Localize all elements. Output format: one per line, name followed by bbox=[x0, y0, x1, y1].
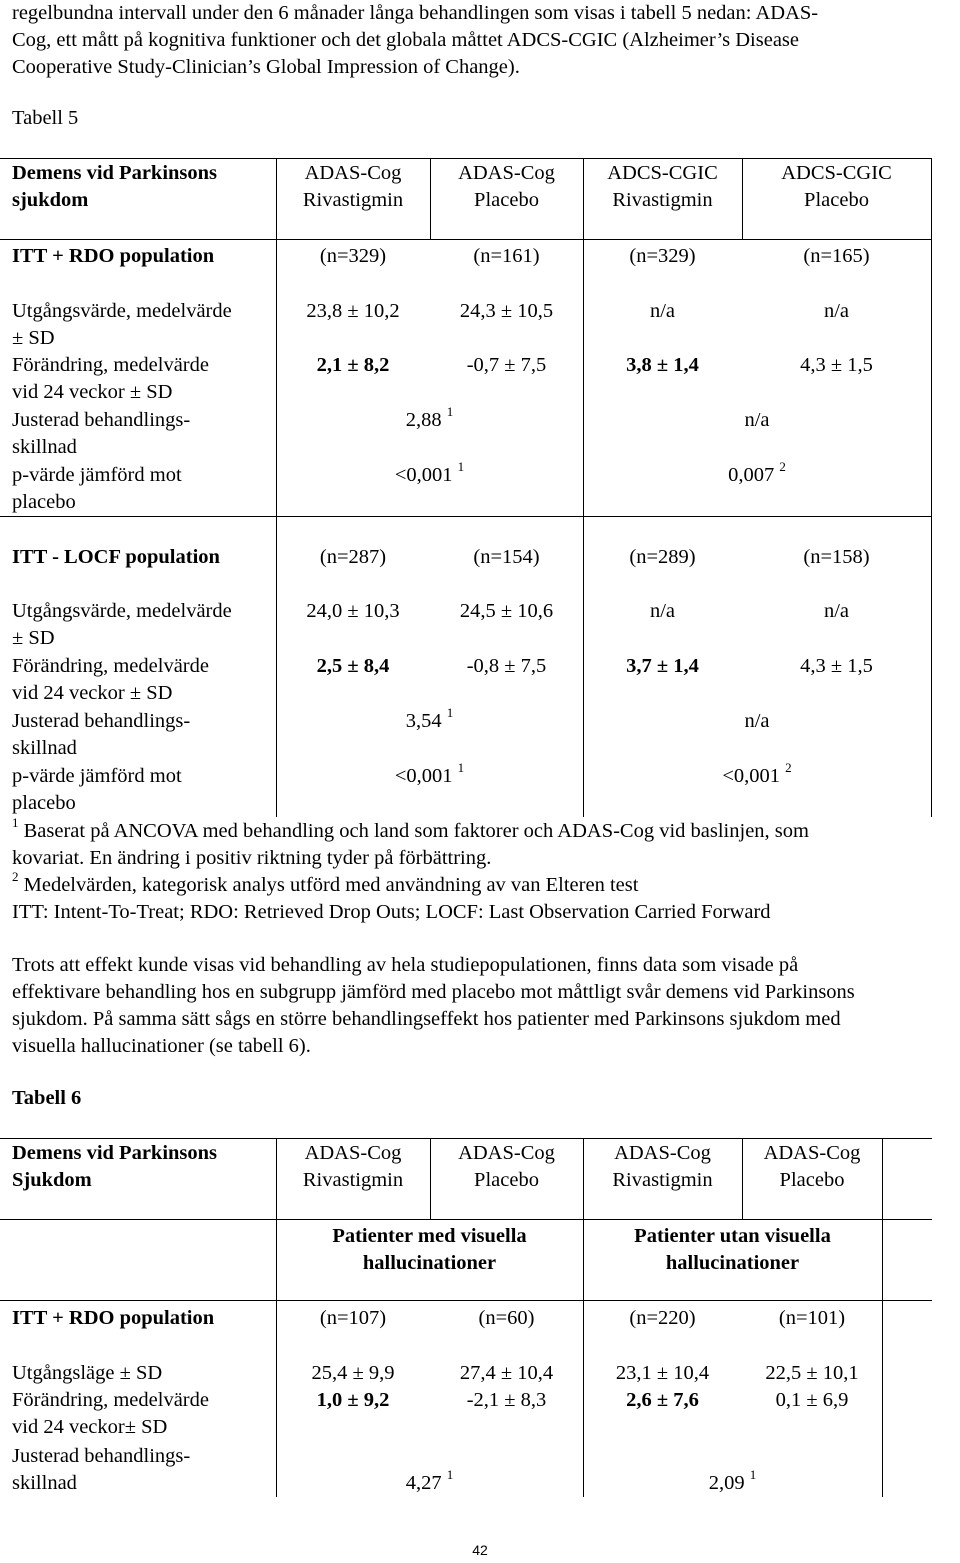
t5-header-col2-line2: Placebo bbox=[474, 189, 539, 211]
t6-header-col2-line2: Placebo bbox=[474, 1169, 539, 1191]
t6-header-col2-line1: ADAS-Cog bbox=[458, 1142, 555, 1164]
t5-s1-population: ITT + RDO population bbox=[12, 245, 215, 267]
t6-header-col1-line1: ADAS-Cog bbox=[304, 1142, 402, 1164]
t6-change-label-2: vid 24 veckor± SD bbox=[12, 1416, 168, 1438]
t5-s2-diff-label-2: skillnad bbox=[12, 737, 77, 759]
table5-right-border bbox=[931, 158, 932, 817]
t5-s1-baseline-col3: n/a bbox=[649, 300, 676, 322]
t5-s1-baseline-label-2: ± SD bbox=[12, 327, 55, 349]
t5-header-col1-line2: Rivastigmin bbox=[302, 189, 404, 211]
t5-s1-change-col2: -0,7 ± 7,5 bbox=[466, 354, 547, 376]
t5-s2-baseline-label-2: ± SD bbox=[12, 627, 55, 649]
t6-n-col4: (n=101) bbox=[778, 1307, 846, 1329]
t5-s1-p-label-2: placebo bbox=[12, 491, 76, 513]
t6-baseline-col4: 22,5 ± 10,1 bbox=[765, 1362, 859, 1384]
table6-top-border bbox=[0, 1138, 932, 1139]
t5-header-col4-line1: ADCS-CGIC bbox=[781, 162, 892, 184]
t5-s1-n-col3: (n=329) bbox=[629, 245, 696, 267]
t5-s1-diff-label-1: Justerad behandlings- bbox=[12, 409, 191, 431]
t5-s1-baseline-label-1: Utgångsvärde, medelvärde bbox=[12, 300, 232, 322]
paragraph-line-2: effektivare behandling hos en subgrupp jämförd med placebo mot måttligt svår demens vid Parkinsons bbox=[12, 981, 855, 1003]
t5-s2-p-label-2: placebo bbox=[12, 792, 76, 814]
t6-header-col3-line2: Rivastigmin bbox=[612, 1169, 713, 1191]
table6-header-border bbox=[0, 1219, 932, 1220]
t6-change-col4: 0,1 ± 6,9 bbox=[775, 1389, 849, 1411]
footnote-abbreviations: ITT: Intent-To-Treat; RDO: Retrieved Drop Outs; LOCF: Last Observation Carried Forward bbox=[12, 901, 771, 923]
t5-header-col3-line1: ADCS-CGIC bbox=[607, 162, 718, 184]
t5-s2-n-col4: (n=158) bbox=[803, 546, 870, 568]
t5-s1-diff-label-2: skillnad bbox=[12, 436, 77, 458]
t5-s1-change-col4: 4,3 ± 1,5 bbox=[800, 354, 873, 376]
footnote-1-line2: kovariat. En ändring i positiv riktning tyder på förbättring. bbox=[12, 847, 492, 869]
t5-header-col4-line2: Placebo bbox=[804, 189, 869, 211]
t6-diff-with: 4,27 $^1$ bbox=[405, 1467, 454, 1494]
paragraph-line-4: visuella hallucinationer (se tabell 6). bbox=[12, 1035, 311, 1057]
t6-baseline-col2: 27,4 ± 10,4 bbox=[459, 1362, 554, 1384]
table5-title: Tabell 5 bbox=[12, 107, 79, 129]
t5-s2-population: ITT - LOCF population bbox=[12, 546, 220, 568]
t5-s2-baseline-label-1: Utgångsvärde, medelvärde bbox=[12, 600, 232, 622]
t5-header-col3-line2: Rivastigmin bbox=[612, 189, 713, 211]
t6-header-col3-line1: ADAS-Cog bbox=[614, 1142, 711, 1164]
t5-s2-diff-label-1: Justerad behandlings- bbox=[12, 710, 191, 732]
t6-group-with-line2: hallucinationer bbox=[362, 1252, 497, 1274]
t5-s2-baseline-col3: n/a bbox=[649, 600, 676, 622]
table5-header-border bbox=[0, 239, 932, 240]
t5-header-col0-line2: sjukdom bbox=[12, 189, 89, 211]
t6-header-col4-line1: ADAS-Cog bbox=[763, 1142, 861, 1164]
t5-s2-change-col3: 3,7 ± 1,4 bbox=[626, 655, 699, 677]
t5-header-col0-line1: Demens vid Parkinsons bbox=[12, 162, 218, 184]
t5-s2-p-label-1: p-värde jämförd mot bbox=[12, 765, 182, 787]
t5-s1-change-col1: 2,1 ± 8,2 bbox=[316, 354, 390, 376]
t5-header-col2-line1: ADAS-Cog bbox=[458, 162, 555, 184]
t5-s2-n-col2: (n=154) bbox=[473, 546, 540, 568]
table6-right-border bbox=[882, 1138, 883, 1497]
page-number: 42 bbox=[472, 1542, 488, 1558]
t6-n-col3: (n=220) bbox=[629, 1307, 696, 1329]
t5-s2-diff-cgic: n/a bbox=[744, 710, 770, 732]
t6-group-with-line1: Patienter med visuella bbox=[332, 1225, 527, 1247]
t6-baseline-col1: 25,4 ± 9,9 bbox=[311, 1362, 395, 1384]
paragraph-line-1: Trots att effekt kunde visas vid behandling av hela studiepopulationen, finns data som visade på bbox=[12, 954, 799, 976]
t6-header-col1-line2: Rivastigmin bbox=[302, 1169, 404, 1191]
t6-group-without-line1: Patienter utan visuella bbox=[634, 1225, 831, 1247]
t5-s2-diff-adas: 3,54 $^1$ bbox=[405, 705, 454, 732]
t5-s2-change-col1: 2,5 ± 8,4 bbox=[316, 655, 390, 677]
t5-s1-change-label-1: Förändring, medelvärde bbox=[12, 354, 209, 376]
table5-section-border bbox=[0, 516, 932, 517]
intro-line-2: Cog, ett mått på kognitiva funktioner och det globala måttet ADCS-CGIC (Alzheimer’s Disease bbox=[12, 29, 799, 51]
t5-s1-diff-cgic: n/a bbox=[744, 409, 770, 431]
t5-s2-change-label-2: vid 24 veckor ± SD bbox=[12, 682, 173, 704]
t5-s2-baseline-col1: 24,0 ± 10,3 bbox=[306, 600, 400, 622]
paragraph-line-3: sjukdom. På samma sätt sågs en större behandlingseffekt hos patienter med Parkinsons sjukdom med bbox=[12, 1008, 841, 1030]
t6-diff-label-2: skillnad bbox=[12, 1472, 77, 1494]
t5-s1-p-adas: <0,001 $^1$ bbox=[394, 459, 465, 486]
t6-baseline-col3: 23,1 ± 10,4 bbox=[615, 1362, 710, 1384]
t6-population: ITT + RDO population bbox=[12, 1307, 215, 1329]
t5-header-col1-line1: ADAS-Cog bbox=[304, 162, 402, 184]
t5-s2-change-col4: 4,3 ± 1,5 bbox=[800, 655, 873, 677]
t5-s1-diff-adas: 2,88 $^1$ bbox=[405, 404, 454, 431]
t5-s1-p-label-1: p-värde jämförd mot bbox=[12, 464, 182, 486]
t5-s1-n-col2: (n=161) bbox=[473, 245, 540, 267]
t6-change-col1: 1,0 ± 9,2 bbox=[316, 1389, 390, 1411]
t5-s2-change-col2: -0,8 ± 7,5 bbox=[466, 655, 547, 677]
t5-s1-baseline-col4: n/a bbox=[823, 300, 850, 322]
t5-s1-baseline-col1: 23,8 ± 10,2 bbox=[306, 300, 400, 322]
t5-s1-p-cgic: 0,007 $^2$ bbox=[728, 459, 786, 486]
t6-group-without-line2: hallucinationer bbox=[665, 1252, 800, 1274]
footnote-1-line1: $^1$ Baserat på ANCOVA med behandling och land som faktorer och ADAS-Cog vid baslinjen, som bbox=[12, 815, 809, 842]
table6-group-border bbox=[0, 1300, 932, 1301]
intro-line-1: regelbundna intervall under den 6 månader långa behandlingen som visas i tabell 5 nedan: ADAS- bbox=[12, 2, 819, 24]
t5-s1-n-col1: (n=329) bbox=[319, 245, 387, 267]
t5-s2-baseline-col2: 24,5 ± 10,6 bbox=[459, 600, 554, 622]
t6-n-col2: (n=60) bbox=[478, 1307, 535, 1329]
t5-s1-change-col3: 3,8 ± 1,4 bbox=[626, 354, 699, 376]
t5-s2-baseline-col4: n/a bbox=[823, 600, 850, 622]
t6-n-col1: (n=107) bbox=[319, 1307, 387, 1329]
t5-s2-p-adas: <0,001 $^1$ bbox=[394, 760, 465, 787]
t5-s2-n-col1: (n=287) bbox=[319, 546, 387, 568]
t6-header-col0-line2: Sjukdom bbox=[12, 1169, 92, 1191]
footnote-2: $^2$ Medelvärden, kategorisk analys utförd med användning av van Elteren test bbox=[12, 869, 639, 896]
t6-diff-without: 2,09 $^1$ bbox=[708, 1467, 757, 1494]
table6-title: Tabell 6 bbox=[12, 1087, 82, 1109]
t6-diff-label-1: Justerad behandlings- bbox=[12, 1445, 191, 1467]
t6-header-col4-line2: Placebo bbox=[779, 1169, 845, 1191]
t5-s2-change-label-1: Förändring, medelvärde bbox=[12, 655, 209, 677]
t5-s1-change-label-2: vid 24 veckor ± SD bbox=[12, 381, 173, 403]
t6-change-label-1: Förändring, medelvärde bbox=[12, 1389, 209, 1411]
intro-line-3: Cooperative Study-Clinician’s Global Impression of Change). bbox=[12, 56, 520, 78]
t6-change-col3: 2,6 ± 7,6 bbox=[626, 1389, 699, 1411]
t5-s1-n-col4: (n=165) bbox=[803, 245, 870, 267]
t5-s2-p-cgic: <0,001 $^2$ bbox=[722, 760, 792, 787]
table5-top-border bbox=[0, 158, 932, 159]
t5-s2-n-col3: (n=289) bbox=[629, 546, 696, 568]
t5-s1-baseline-col2: 24,3 ± 10,5 bbox=[459, 300, 554, 322]
t6-change-col2: -2,1 ± 8,3 bbox=[466, 1389, 547, 1411]
t6-baseline-label: Utgångsläge ± SD bbox=[12, 1362, 163, 1384]
t6-header-col0-line1: Demens vid Parkinsons bbox=[12, 1142, 218, 1164]
